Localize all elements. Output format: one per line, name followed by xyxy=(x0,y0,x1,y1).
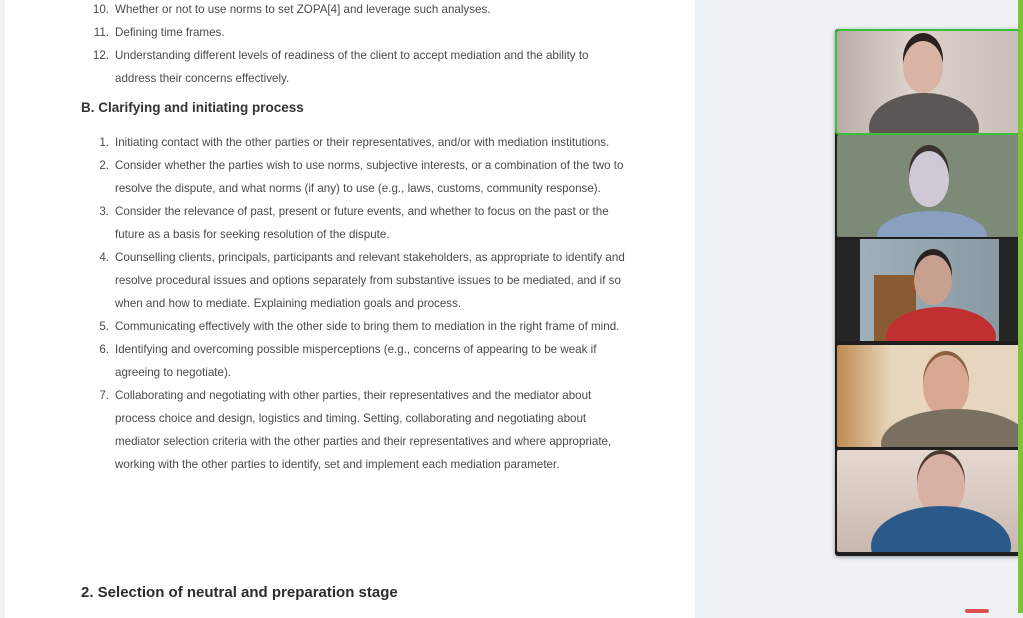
document-page xyxy=(5,0,695,618)
section-2-heading: 2. Selection of neutral and preparation stage xyxy=(81,584,398,601)
section-b-heading: B. Clarifying and initiating process xyxy=(81,100,304,115)
participant-body xyxy=(877,211,987,237)
list-item: 6. Identifying and overcoming possible misperceptions (e.g., concerns of appearing to be weak if agreeing to negotiate). xyxy=(99,343,597,379)
participant-body xyxy=(869,93,979,133)
participant-video-1[interactable] xyxy=(837,31,1019,133)
participant-body xyxy=(871,506,1011,552)
participant-avatar xyxy=(903,41,943,93)
participant-body xyxy=(881,409,1019,447)
participant-video-3[interactable] xyxy=(837,239,1019,341)
participant-video-4[interactable] xyxy=(837,345,1019,447)
video-frame xyxy=(860,239,999,341)
list-item: 11. Defining time frames. xyxy=(93,26,225,39)
participant-video-5[interactable] xyxy=(837,450,1019,552)
participant-avatar xyxy=(923,355,969,417)
section-b-list xyxy=(5,131,625,476)
list-item: 7. Collaborating and negotiating with other parties, their representatives and the mediator about process choice and design, logistics and timing. Setting, collaborating and negotiating about mediator selection criteria with the other parties and their representatives and where appropriate, working with the other parties to identify, set and implement each mediation parameter. xyxy=(99,389,612,471)
list-item: 1. Initiating contact with the other parties or their representatives, and/or with mediation institutions. xyxy=(99,136,610,149)
list-item: 10. Whether or not to use norms to set ZOPA[4] and leverage such analyses. xyxy=(92,3,491,16)
accent-bar xyxy=(1018,0,1023,613)
participant-avatar xyxy=(909,151,949,207)
list-item: 5. Communicating effectively with the other side to bring them to mediation in the right frame of mind. xyxy=(99,320,620,333)
list-item: 3. Consider the relevance of past, present or future events, and whether to focus on the past or the future as a basis for seeking resolution of the dispute. xyxy=(99,205,609,241)
video-gallery-panel[interactable] xyxy=(835,29,1021,556)
list-item: 4. Counselling clients, principals, participants and relevant stakeholders, as appropriate to identify and resolve procedural issues and options separately from substantive issues to be mediated, and if so when and how to mediate. Explaining mediation goals and process. xyxy=(99,251,625,310)
red-indicator xyxy=(965,609,989,613)
participant-video-2[interactable] xyxy=(837,135,1019,237)
list-item: 12. Understanding different levels of readiness of the client to accept mediation and the ability to address their concerns effectively. xyxy=(92,49,589,85)
list-item: 2. Consider whether the parties wish to use norms, subjective interests, or a combination of the two to resolve the dispute, and what norms (if any) to use (e.g., laws, customs, community response). xyxy=(99,159,624,195)
list-a-tail xyxy=(5,0,625,90)
participant-avatar xyxy=(914,255,952,305)
